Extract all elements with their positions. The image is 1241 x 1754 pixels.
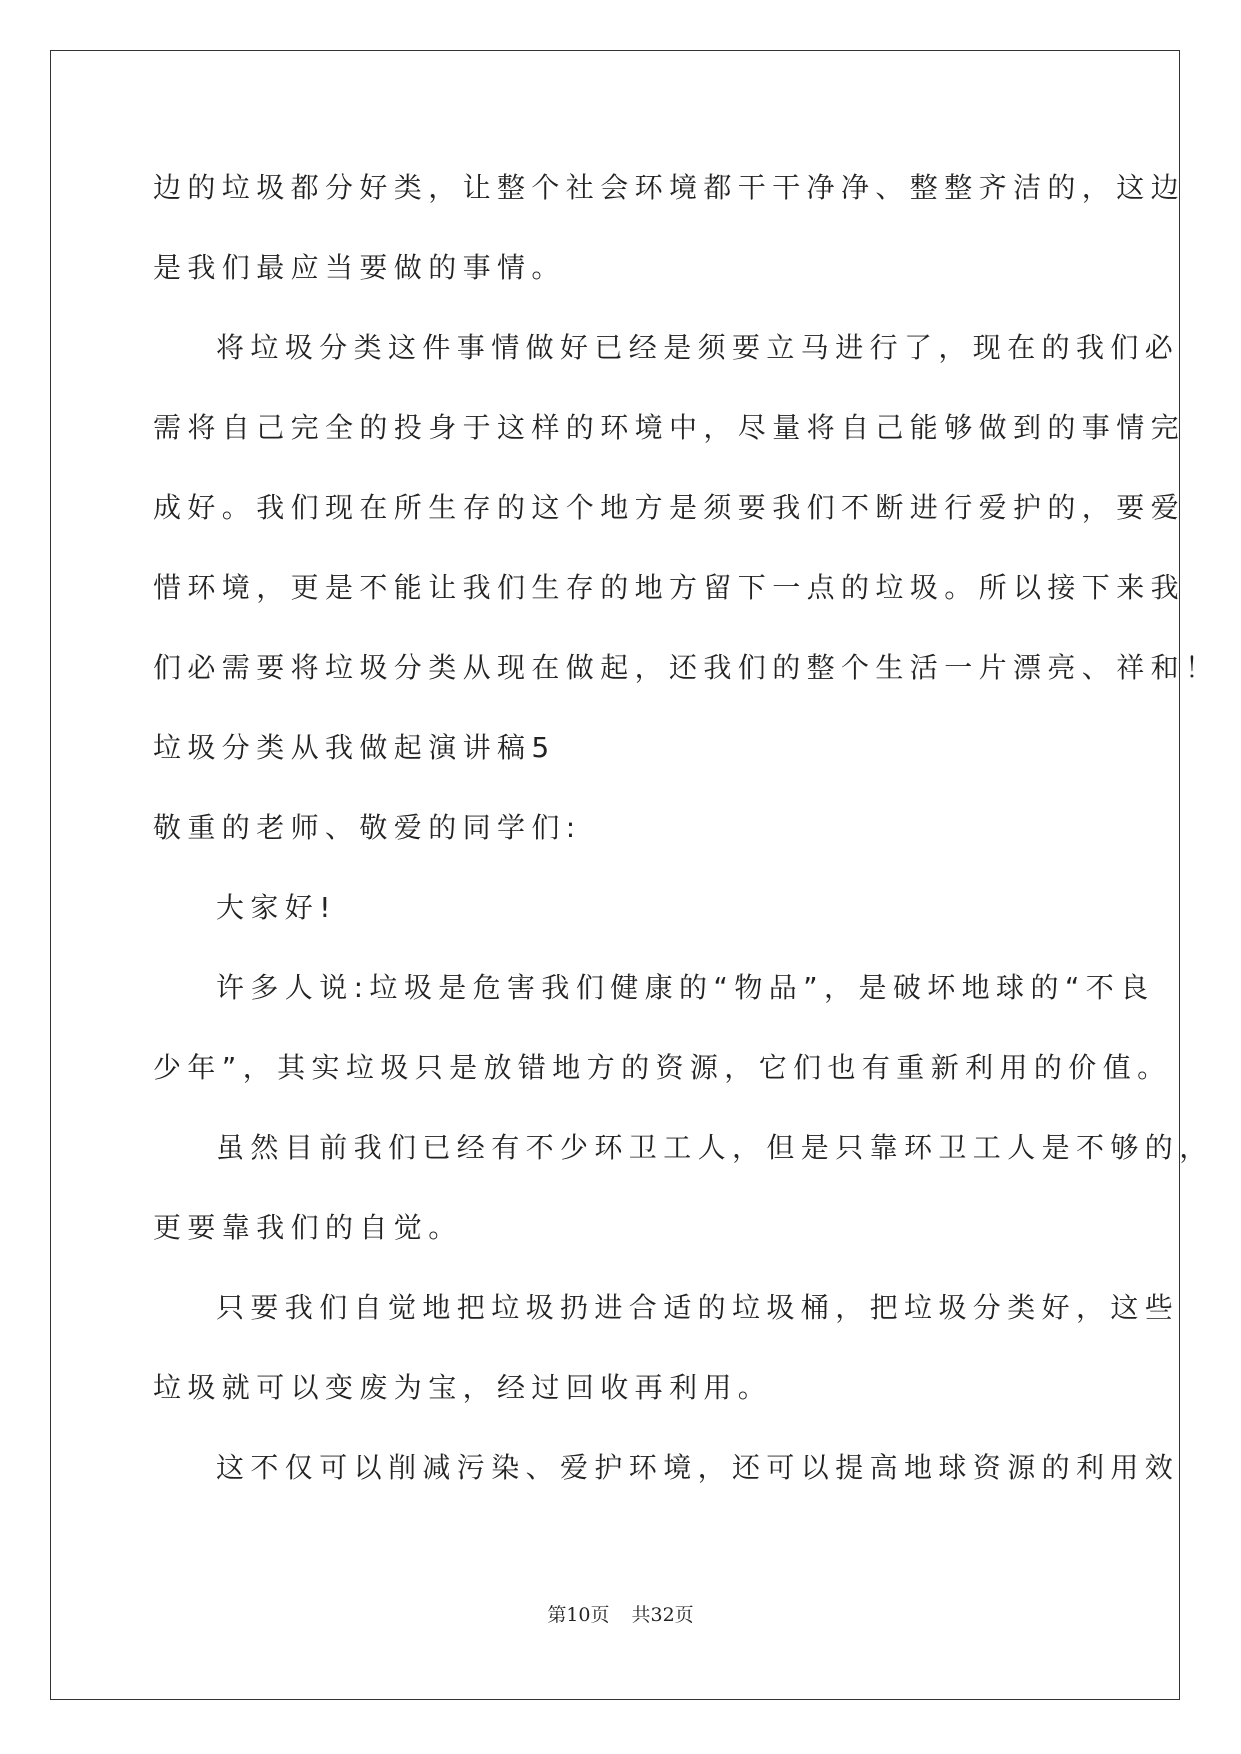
paragraph-line: 更要靠我们的自觉。 [153,1211,463,1244]
paragraph-line: 只要我们自觉地把垃圾扔进合适的垃圾桶，把垃圾分类好，这些 [216,1291,1180,1324]
paragraph-line: 垃圾就可以变废为宝，经过回收再利用。 [153,1371,773,1404]
paragraph-line: 是我们最应当要做的事情。 [153,251,566,284]
paragraph-line: 需将自己完全的投身于这样的环境中，尽量将自己能够做到的事情完 [153,411,1186,444]
section-title: 垃圾分类从我做起演讲稿5 [153,731,556,764]
salutation: 敬重的老师、敬爱的同学们: [153,811,582,844]
paragraph-line: 许多人说:垃圾是危害我们健康的“物品”，是破坏地球的“不良 [216,971,1155,1004]
paragraph-line: 这不仅可以削减污染、爱护环境，还可以提高地球资源的利用效 [216,1451,1180,1484]
page-footer [0,1600,1241,1627]
paragraph-line: 虽然目前我们已经有不少环卫工人，但是只靠环卫工人是不够的， [216,1131,1214,1164]
greeting: 大家好! [216,891,337,924]
paragraph-line: 边的垃圾都分好类，让整个社会环境都干干净净、整整齐洁的，这边 [153,171,1186,204]
paragraph-line: 们必需要将垃圾分类从现在做起，还我们的整个生活一片漂亮、祥和！ [153,651,1220,684]
page-total: 共32页 [631,1604,694,1626]
paragraph-line: 少年”，其实垃圾只是放错地方的资源，它们也有重新利用的价值。 [153,1051,1172,1084]
paragraph-line: 成好。我们现在所生存的这个地方是须要我们不断进行爱护的，要爱 [153,491,1186,524]
paragraph-line: 将垃圾分类这件事情做好已经是须要立马进行了，现在的我们必 [216,331,1180,364]
page-number: 第10页 [547,1604,610,1626]
paragraph-line: 惜环境，更是不能让我们生存的地方留下一点的垃圾。所以接下来我 [153,571,1186,604]
